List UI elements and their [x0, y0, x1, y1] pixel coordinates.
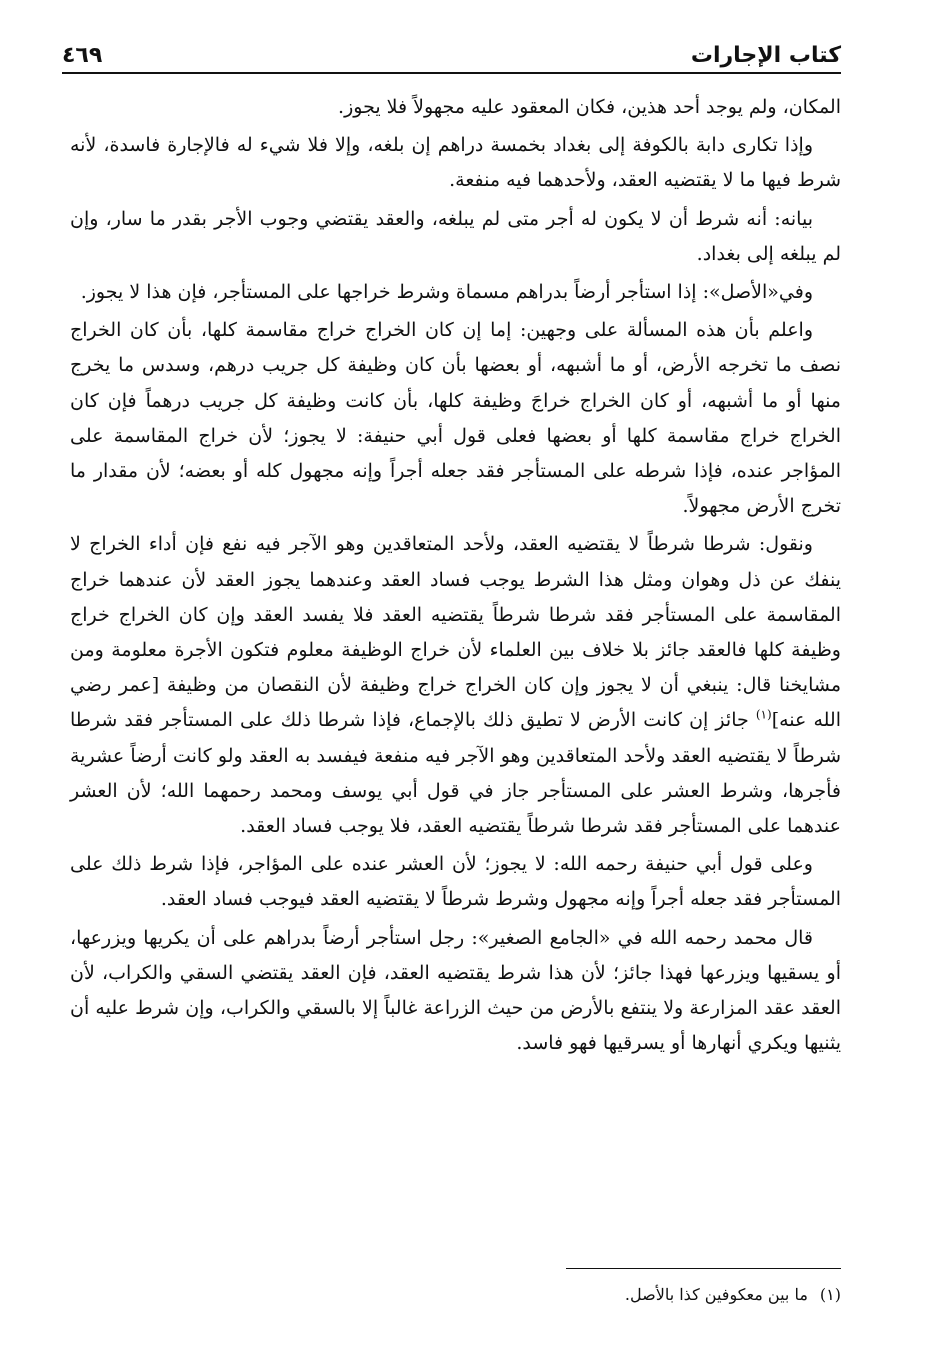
- paragraph: وعلى قول أبي حنيفة رحمه الله: لا يجوز؛ لأن العشر عنده على المؤاجر، فإذا شرط ذلك على المستأجر فقد جعله أجراً وإنه مجهول وشرط شرطاً لا يقتضيه العقد فيوجب فساد العقد.: [70, 853, 841, 911]
- footnote-rule: [566, 1268, 841, 1269]
- paragraph: وفي«الأصل»: إذا استأجر أرضاً بدراهم مسماة وشرط خراجها على المستأجر، فإن هذا لا يجوز.: [80, 281, 813, 304]
- footnote-reference[interactable]: (١): [755, 708, 772, 723]
- paragraph: قال محمد رحمه الله في «الجامع الصغير»: رجل استأجر أرضاً بدراهم على أن يكريها ويزرعها، أو يسقيها ويزرعها فهذا جائز؛ لأن هذا شرط يقتضيه العقد، فإن العقد يقتضي السقي والكراب، لأن العقد عقد المزارعة ولا ينتفع بالأرض من حيث الزراعة غالباً إلا بالسقي والكراب، وإن شرط عليه أن يثنيها ويكري أنهارها أو يسرقيها فهو فاسد.: [70, 926, 841, 1055]
- header-rule: [62, 72, 841, 74]
- footnote-number: (١): [819, 1285, 841, 1304]
- book-title: كتاب الإجارات: [690, 43, 841, 68]
- paragraph-text: ونقول: شرطا شرطاً لا يقتضيه العقد، ولأحد المتعاقدين وهو الآجر فيه نفع فإن أداء الخراج لا ينفك عن ذل وهوان ومثل هذا الشرط يوجب فساد العقد وعندهما يجوز العقد لأن عندهما خراج المقاسمة على المستأجر فقد شرطا شرطاً يقتضيه العقد فلا يفسد العقد وإن كان الخراج خراج وظيفة كلها فالعقد جائز بلا خلاف بين العلماء لأن خراج الوظيفة معلوم فتكون الأجرة معلومة ومن مشايخنا قال: ينبغي أن لا يجوز وإن كان الخراج خراج وظيفة لأن النقصان من وظيفة [عمر رضي الله عنه]: [70, 533, 841, 732]
- paragraph: واعلم بأن هذه المسألة على وجهين: إما إن كان الخراج خراج مقاسمة كلها، بأن كان الخراج نصف ما تخرجه الأرض، أو ما أشبهه، أو بعضها بأن كان وظيفة كل جريب درهم، وسدس ما يخرج منها أو ما أشبهه، أو كان الخراج خراجَ وظيفة كلها، بأن كانت وظيفة كل جريب درهماً فإن كان الخراج خراج مقاسمة كلها أو بعضها فعلى قول أبي حنيفة: لا يجوز؛ لأن خراج المقاسمة على المؤاجر عنده، فإذا شرطه على المستأجر فقد جعله أجراً وإنه مجهول كله أو بعضه؛ لأن مقدار ما تخرج الأرض مجهولاً.: [70, 319, 841, 518]
- body-text: [70, 90, 841, 1064]
- paragraph: المكان، ولم يوجد أحد هذين، فكان المعقود عليه مجهولاً فلا يجوز.: [338, 96, 841, 118]
- paragraph-text: جائز إن كانت الأرض لا تطيق ذلك بالإجماع، فإذا شرطا ذلك على المستأجر فقد شرطا شرطاً لا يقتضيه العقد ولأحد المتعاقدين وهو الآجر فيه منفعة فيفسد به العقد ولو كانت أرضاً عشرية فأجرها، وشرط العشر على المستأجر جاز في قول أبي يوسف ومحمد رحمهما الله؛ لأن العشر عندهما على المستأجر فقد شرطا شرطاً يقتضيه العقد، فلا يوجب فساد العقد.: [70, 709, 841, 838]
- running-head: [62, 30, 841, 68]
- paragraph: وإذا تكارى دابة بالكوفة إلى بغداد بخمسة دراهم إن بلغه، وإلا فلا شيء له فالإجارة فاسدة، لأنه شرط فيها ما لا يقتضيه العقد، ولأحدهما فيه منفعة.: [70, 134, 841, 192]
- paragraph: بيانه: أنه شرط أن لا يكون له أجر متى لم يبلغه، والعقد يقتضي وجوب الأجر بقدر ما سار، وإن لم يبلغه إلى بغداد.: [70, 207, 841, 265]
- footnote-text: ما بين معكوفين كذا بالأصل.: [624, 1285, 808, 1304]
- paragraph: [70, 527, 841, 844]
- footnote: [70, 1282, 841, 1308]
- page-number: ٤٦٩: [62, 43, 103, 68]
